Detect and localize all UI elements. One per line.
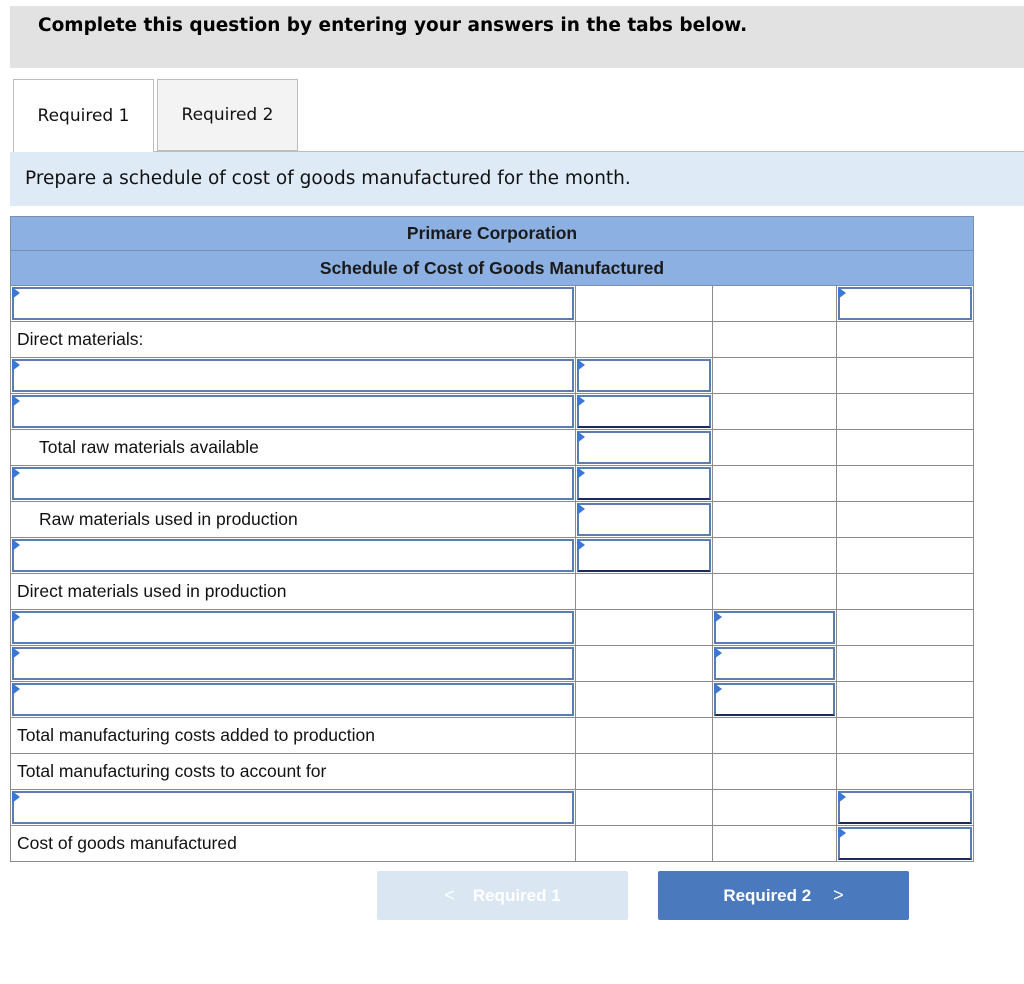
tab-required-2[interactable]: Required 2	[157, 79, 298, 151]
table-row	[10, 502, 974, 538]
chevron-left-icon: <	[444, 885, 455, 905]
instruction-bar	[10, 152, 1024, 206]
table-row	[10, 322, 974, 358]
table-row	[10, 790, 974, 826]
period-amount-input[interactable]	[838, 287, 972, 320]
wip-ending-amount-input[interactable]	[838, 791, 972, 824]
dm-line-1-label-input[interactable]	[12, 359, 574, 392]
next-required-2-button[interactable]	[658, 871, 909, 920]
table-row	[10, 430, 974, 466]
schedule-table	[10, 216, 974, 862]
next-button-label: Required 2	[723, 885, 812, 905]
cogm-label: Cost of goods manufactured	[10, 826, 576, 862]
prev-required-1-button[interactable]	[377, 871, 628, 920]
instructions-banner	[10, 6, 1024, 68]
cost-line-3-label-input[interactable]	[12, 683, 574, 716]
dm-line-4-label-input[interactable]	[12, 539, 574, 572]
dm-line-1-amount-input[interactable]	[577, 359, 711, 392]
cost-line-2-amount-input[interactable]	[714, 647, 835, 680]
company-name: Primare Corporation	[10, 216, 974, 251]
table-row	[10, 718, 974, 754]
total-costs-account-label: Total manufacturing costs to account for	[10, 754, 576, 790]
total-costs-added-label: Total manufacturing costs added to production	[10, 718, 576, 754]
cogm-amount-input[interactable]	[838, 827, 972, 860]
raw-materials-used-input[interactable]	[577, 503, 711, 536]
table-row	[10, 538, 974, 574]
dm-line-3-amount-input[interactable]	[577, 467, 711, 500]
table-row	[10, 646, 974, 682]
cost-line-1-label-input[interactable]	[12, 611, 574, 644]
schedule-title: Schedule of Cost of Goods Manufactured	[10, 251, 974, 286]
direct-materials-used-label: Direct materials used in production	[10, 574, 576, 610]
prev-button-label: Required 1	[472, 885, 561, 905]
tab-required-1[interactable]: Required 1	[13, 79, 154, 152]
table-row	[10, 574, 974, 610]
dm-line-4-amount-input[interactable]	[577, 539, 711, 572]
dm-line-2-amount-input[interactable]	[577, 395, 711, 428]
cost-line-1-amount-input[interactable]	[714, 611, 835, 644]
dm-line-3-label-input[interactable]	[12, 467, 574, 500]
raw-materials-used-label: Raw materials used in production	[10, 502, 576, 538]
instruction-text: Prepare a schedule of cost of goods manufactured for the month.	[25, 168, 631, 189]
table-row	[10, 826, 974, 862]
period-label-input[interactable]	[12, 287, 574, 320]
table-row	[10, 754, 974, 790]
banner-text: Complete this question by entering your answers in the tabs below.	[38, 15, 748, 36]
dm-line-2-label-input[interactable]	[12, 395, 574, 428]
cost-line-2-label-input[interactable]	[12, 647, 574, 680]
total-raw-materials-input[interactable]	[577, 431, 711, 464]
direct-materials-label: Direct materials:	[10, 322, 576, 358]
table-row	[10, 394, 974, 430]
table-row	[10, 682, 974, 718]
wip-ending-label-input[interactable]	[12, 791, 574, 824]
total-raw-materials-label: Total raw materials available	[10, 430, 576, 466]
table-row	[10, 610, 974, 646]
table-row	[10, 466, 974, 502]
table-row	[10, 286, 974, 322]
chevron-right-icon: >	[833, 885, 844, 905]
table-row	[10, 358, 974, 394]
cost-line-3-amount-input[interactable]	[714, 683, 835, 716]
